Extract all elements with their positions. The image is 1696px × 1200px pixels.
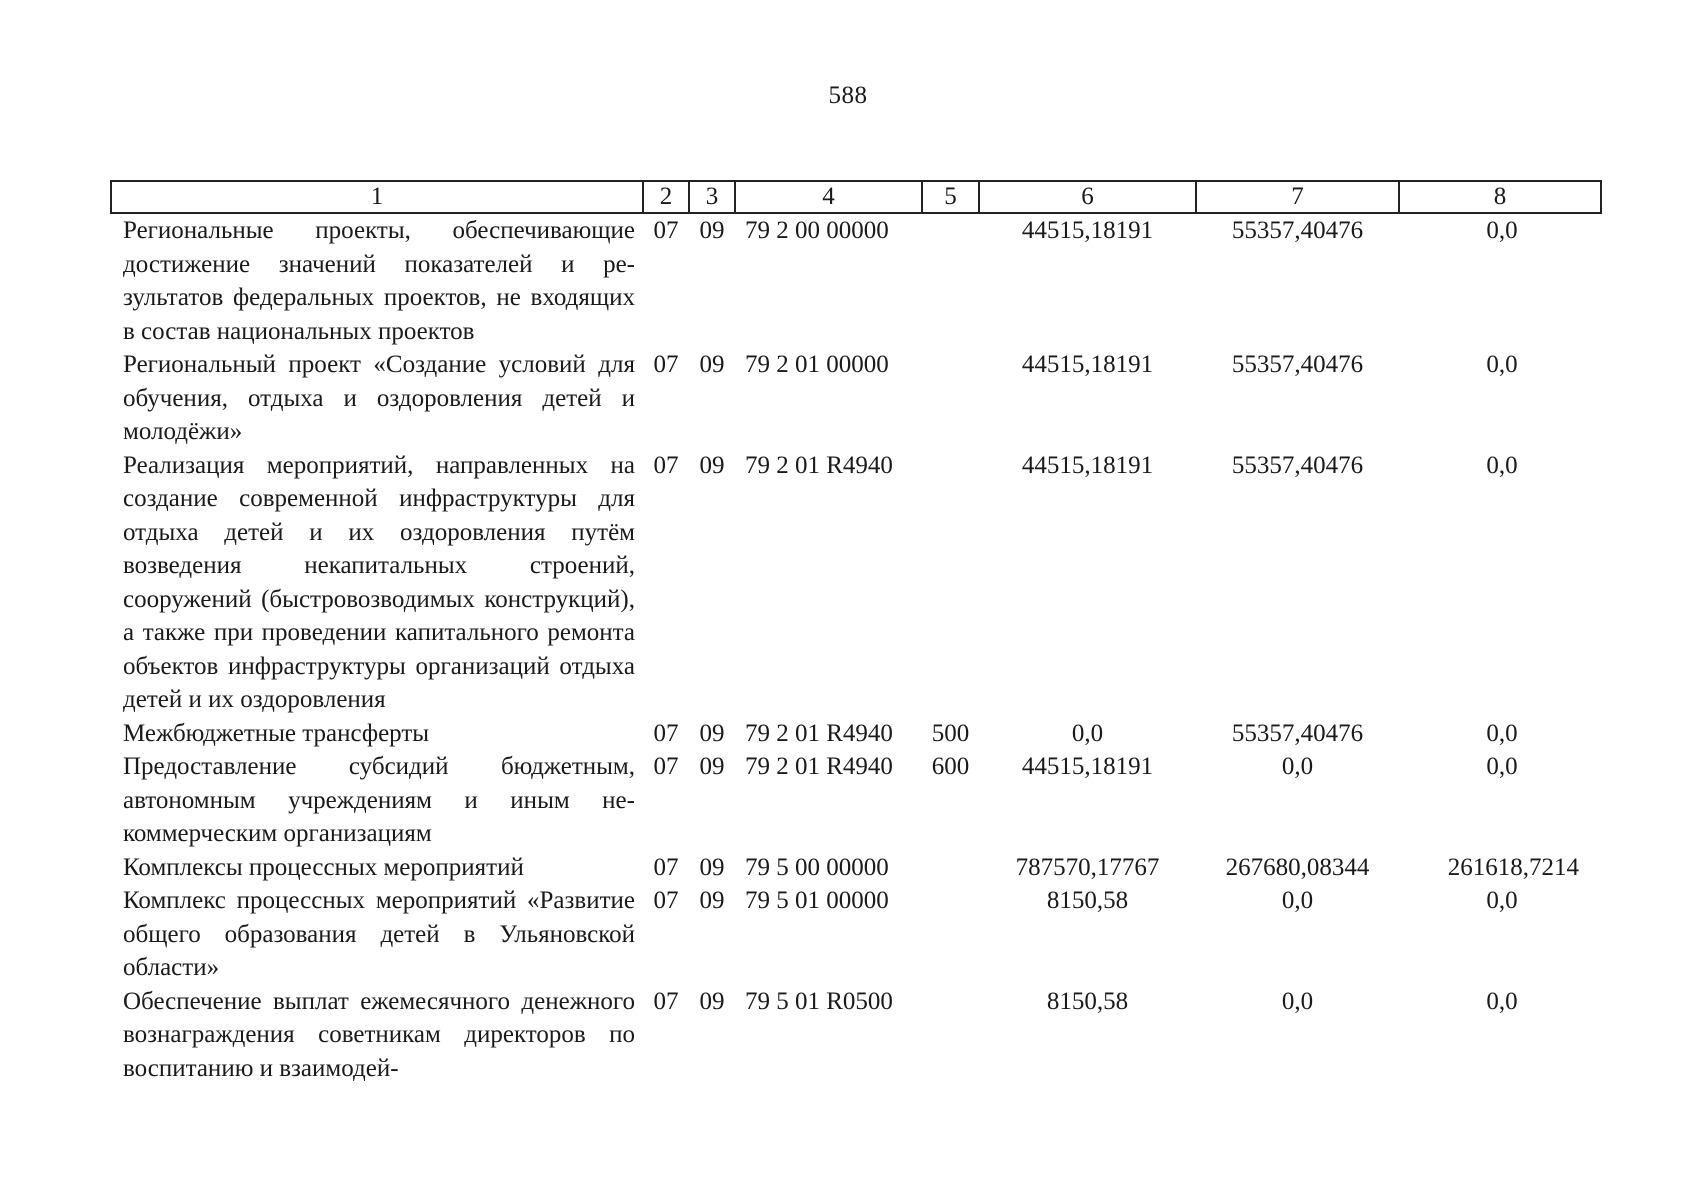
row-name: Комплекс процессных мероприятий «Развитие общего образования детей в Ульяновской области» — [123, 887, 635, 981]
table-row — [111, 717, 1601, 751]
row-subsection: 09 — [699, 451, 725, 479]
table-row — [111, 884, 1601, 985]
row-subsection: 09 — [699, 987, 725, 1015]
table-row — [111, 851, 1601, 885]
row-amount-7: 55357,40476 — [1231, 719, 1364, 747]
row-amount-8: 0,0 — [1486, 217, 1518, 244]
table-body — [111, 213, 1601, 1085]
table-row — [111, 213, 1601, 348]
row-target-article: 79 5 01 00000 — [745, 887, 889, 914]
header-col-4: 4 — [735, 181, 922, 213]
row-expense-type — [922, 348, 979, 449]
row-amount-8: 0,0 — [1486, 351, 1518, 378]
header-col-7: 7 — [1196, 181, 1399, 213]
row-amount-8: 0,0 — [1486, 719, 1518, 747]
row-name: Комплексы процессных мероприятий — [123, 853, 524, 881]
row-expense-type: 600 — [931, 753, 970, 780]
row-amount-7: 55357,40476 — [1231, 351, 1364, 378]
row-subsection: 09 — [699, 217, 725, 244]
header-col-3: 3 — [689, 181, 735, 213]
row-expense-type: 500 — [931, 719, 970, 747]
row-target-article: 79 2 01 R4940 — [745, 451, 893, 479]
row-section: 07 — [653, 853, 679, 881]
row-section: 07 — [653, 217, 679, 244]
table-row — [111, 449, 1601, 717]
page-number: 588 — [828, 82, 868, 109]
row-name: Реализация мероприятий, направленных на создание современной инфраструктуры для отдыха детей и их оздоровления путём возведения некапитальных строений, сооружений (быстровозводимых конструкций), а также при проведении капитального ремонта объектов инфраструктуры организаций отдыха детей и их оздоровления — [123, 451, 635, 713]
row-expense-type — [922, 884, 979, 985]
row-amount-8: 261618,7214 — [1447, 853, 1579, 881]
row-target-article: 79 5 00 00000 — [745, 853, 889, 881]
header-col-2: 2 — [643, 181, 689, 213]
row-amount-6: 8150,58 — [1046, 887, 1129, 914]
row-name: Региональный проект «Создание условий для обучения, отдыха и оздоровления детей и молодёжи» — [123, 351, 635, 445]
row-subsection: 09 — [699, 719, 725, 747]
row-section: 07 — [653, 987, 679, 1015]
row-section: 07 — [653, 451, 679, 479]
row-subsection: 09 — [699, 753, 725, 780]
row-amount-7: 0,0 — [1281, 887, 1314, 914]
row-subsection: 09 — [699, 351, 725, 378]
row-amount-7: 55357,40476 — [1231, 451, 1364, 479]
row-amount-8: 0,0 — [1486, 987, 1518, 1015]
row-amount-8: 0,0 — [1486, 887, 1518, 914]
budget-table — [110, 180, 1602, 1085]
row-amount-7: 0,0 — [1281, 753, 1314, 780]
row-target-article: 79 5 01 R0500 — [745, 987, 893, 1015]
header-col-6: 6 — [979, 181, 1196, 213]
row-name: Региональные проекты, обеспечивающие достижение значений показателей и результатов федеральных проектов, не входящих в состав национальных проектов — [123, 217, 635, 345]
row-name: Межбюджетные трансферты — [123, 719, 430, 747]
row-amount-6: 8150,58 — [1046, 987, 1129, 1015]
table-row — [111, 348, 1601, 449]
row-amount-6: 44515,18191 — [1021, 451, 1154, 479]
row-amount-7: 0,0 — [1281, 987, 1314, 1015]
header-col-1: 1 — [111, 181, 643, 213]
row-subsection: 09 — [699, 853, 725, 881]
row-target-article: 79 2 01 R4940 — [745, 753, 893, 780]
row-amount-6: 44515,18191 — [1021, 753, 1154, 780]
row-expense-type — [922, 449, 979, 717]
row-expense-type — [922, 985, 979, 1086]
row-section: 07 — [653, 753, 679, 780]
row-amount-6: 787570,17767 — [1015, 853, 1160, 881]
row-section: 07 — [653, 719, 679, 747]
row-target-article: 79 2 00 00000 — [745, 217, 889, 244]
row-amount-7: 55357,40476 — [1231, 217, 1364, 244]
row-target-article: 79 2 01 00000 — [745, 351, 889, 378]
row-expense-type — [922, 851, 979, 885]
row-target-article: 79 2 01 R4940 — [745, 719, 893, 747]
row-expense-type — [922, 213, 979, 348]
row-amount-6: 44515,18191 — [1021, 217, 1154, 244]
budget-table-container — [110, 180, 1600, 1085]
row-subsection: 09 — [699, 887, 725, 914]
table-row — [111, 985, 1601, 1086]
table-header — [111, 181, 1601, 213]
row-amount-6: 44515,18191 — [1021, 351, 1154, 378]
row-name: Обеспечение выплат ежемесячного денежного вознаграждения советникам директоров по воспитанию и взаимодей- — [123, 987, 635, 1082]
table-row — [111, 750, 1601, 851]
row-amount-7: 267680,08344 — [1225, 853, 1370, 881]
row-section: 07 — [653, 887, 679, 914]
header-col-5: 5 — [922, 181, 979, 213]
header-col-8: 8 — [1399, 181, 1601, 213]
row-amount-6: 0,0 — [1071, 719, 1104, 747]
row-amount-8: 0,0 — [1486, 753, 1518, 780]
row-name: Предоставление субсидий бюджетным, автономным учреждениям и иным некоммерческим организациям — [123, 753, 635, 847]
row-section: 07 — [653, 351, 679, 378]
header-row — [111, 181, 1601, 213]
row-amount-8: 0,0 — [1486, 451, 1518, 479]
